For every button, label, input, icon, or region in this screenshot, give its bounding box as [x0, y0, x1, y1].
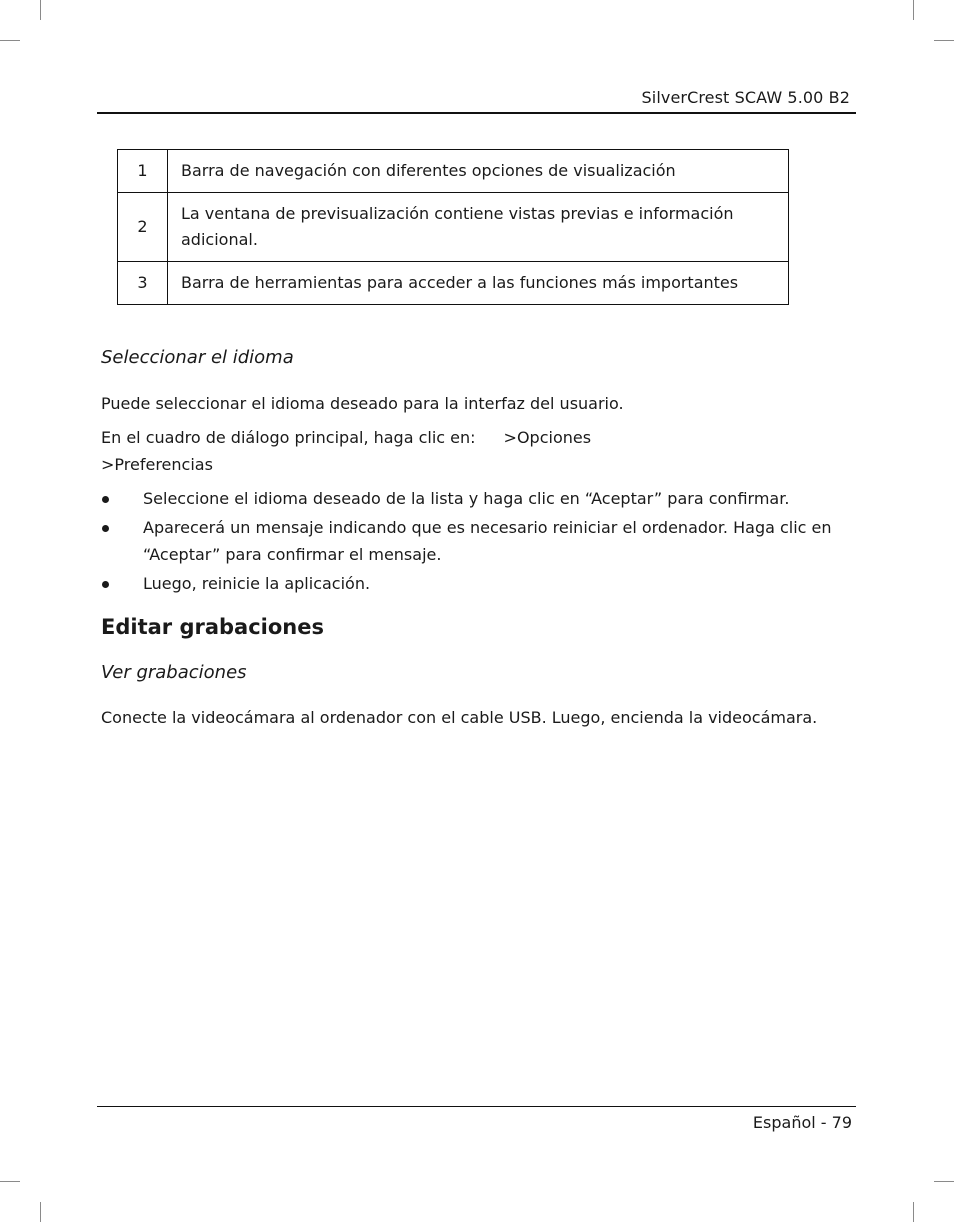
section-title: Editar grabaciones — [101, 615, 324, 639]
row-description: Barra de navegación con diferentes opciones de visualización — [168, 150, 789, 193]
list-item-text: Seleccione el idioma deseado de la lista y haga clic en “Aceptar” para confirmar. — [143, 489, 790, 508]
header-divider — [97, 112, 856, 114]
row-number: 1 — [118, 150, 168, 193]
list-item — [101, 514, 861, 568]
list-item — [101, 570, 861, 597]
bullet-dot-icon — [102, 496, 109, 503]
crop-mark-bottom-left-v — [40, 1202, 41, 1222]
view-recordings-subheading: Ver grabaciones — [101, 662, 247, 683]
path-menu-options: >Opciones — [503, 428, 592, 447]
row-description: La ventana de previsualización contiene vistas previas e información adicional. — [168, 193, 789, 262]
list-item-text: Luego, reinicie la aplicación. — [143, 574, 371, 593]
crop-mark-top-left-v — [40, 0, 41, 20]
crop-mark-top-right-h — [934, 40, 954, 41]
list-item — [101, 485, 861, 512]
path-prefix-text: En el cuadro de diálogo principal, haga clic en: — [101, 428, 476, 447]
path-menu-preferences: >Preferencias — [101, 455, 213, 474]
table-row — [118, 262, 789, 305]
bullet-dot-icon — [102, 525, 109, 532]
language-path-instruction — [101, 424, 591, 478]
language-intro: Puede seleccionar el idioma deseado para la interfaz del usuario. — [101, 394, 624, 413]
row-number: 2 — [118, 193, 168, 262]
crop-mark-bottom-right-v — [913, 1202, 914, 1222]
table-row — [118, 150, 789, 193]
view-recordings-body: Conecte la videocámara al ordenador con el cable USB. Luego, encienda la videocámara. — [101, 708, 818, 727]
row-number: 3 — [118, 262, 168, 305]
table-row — [118, 193, 789, 262]
crop-mark-bottom-right-h — [934, 1181, 954, 1182]
crop-mark-top-left-h — [0, 40, 20, 41]
bullet-dot-icon — [102, 581, 109, 588]
crop-mark-bottom-left-h — [0, 1181, 20, 1182]
legend-table — [117, 149, 789, 305]
row-description: Barra de herramientas para acceder a las funciones más importantes — [168, 262, 789, 305]
document-header-title: SilverCrest SCAW 5.00 B2 — [641, 88, 850, 107]
footer-divider — [97, 1106, 856, 1107]
list-item-text: Aparecerá un mensaje indicando que es necesario reiniciar el ordenador. Haga clic en “Aceptar” para confirmar el mensaje. — [143, 518, 832, 564]
crop-mark-top-right-v — [913, 0, 914, 20]
language-subheading: Seleccionar el idioma — [101, 347, 294, 368]
page-number-label: Español - 79 — [752, 1113, 852, 1132]
language-steps-list — [101, 485, 861, 599]
